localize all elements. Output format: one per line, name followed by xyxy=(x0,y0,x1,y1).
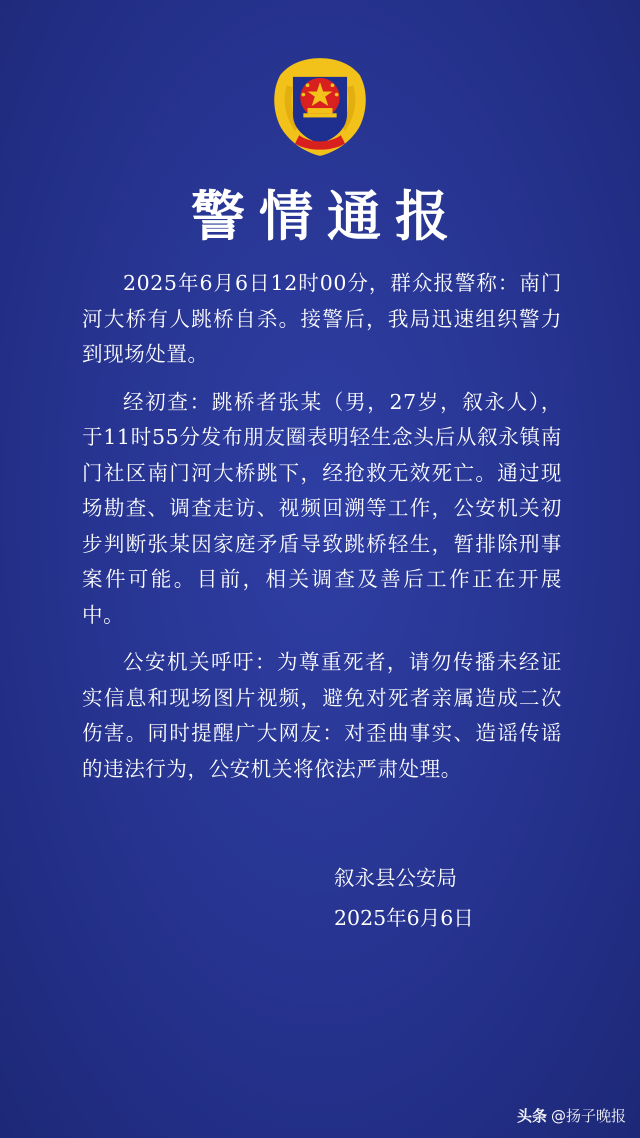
police-emblem-icon xyxy=(268,54,372,158)
notice-body xyxy=(82,266,562,799)
paragraph-appeal: 公安机关呼吁：为尊重死者，请勿传播未经证实信息和现场图片视频，避免对死者亲属造成二次伤害。同时提醒广大网友：对歪曲事实、造谣传谣的违法行为，公安机关将依法严肃处理。 xyxy=(82,650,562,781)
watermark-account: @扬子晚报 xyxy=(550,1107,626,1125)
paragraph-incident: 2025年6月6日12时00分，群众报警称：南门河大桥有人跳桥自杀。接警后，我局迅速组织警力到现场处置。 xyxy=(82,271,562,366)
source-watermark xyxy=(517,1105,626,1126)
issuer-name: 叙永县公安局 xyxy=(334,866,457,890)
watermark-brand: 头条 xyxy=(516,1107,547,1125)
signature-block xyxy=(334,858,574,938)
paragraph-investigation: 经初查：跳桥者张某（男，27岁，叙永人），于11时55分发布朋友圈表明轻生念头后从叙永镇南门社区南门河大桥跳下，经抢救无效死亡。通过现场勘查、调查走访、视频回溯等工作，公安机关初步判断张某因家庭矛盾导致跳桥轻生，暂排除刑事案件可能。目前，相关调查及善后工作正在开展中。 xyxy=(82,389,562,627)
notice-title: 警情通报 xyxy=(191,184,463,248)
issue-date: 2025年6月6日 xyxy=(334,906,474,930)
